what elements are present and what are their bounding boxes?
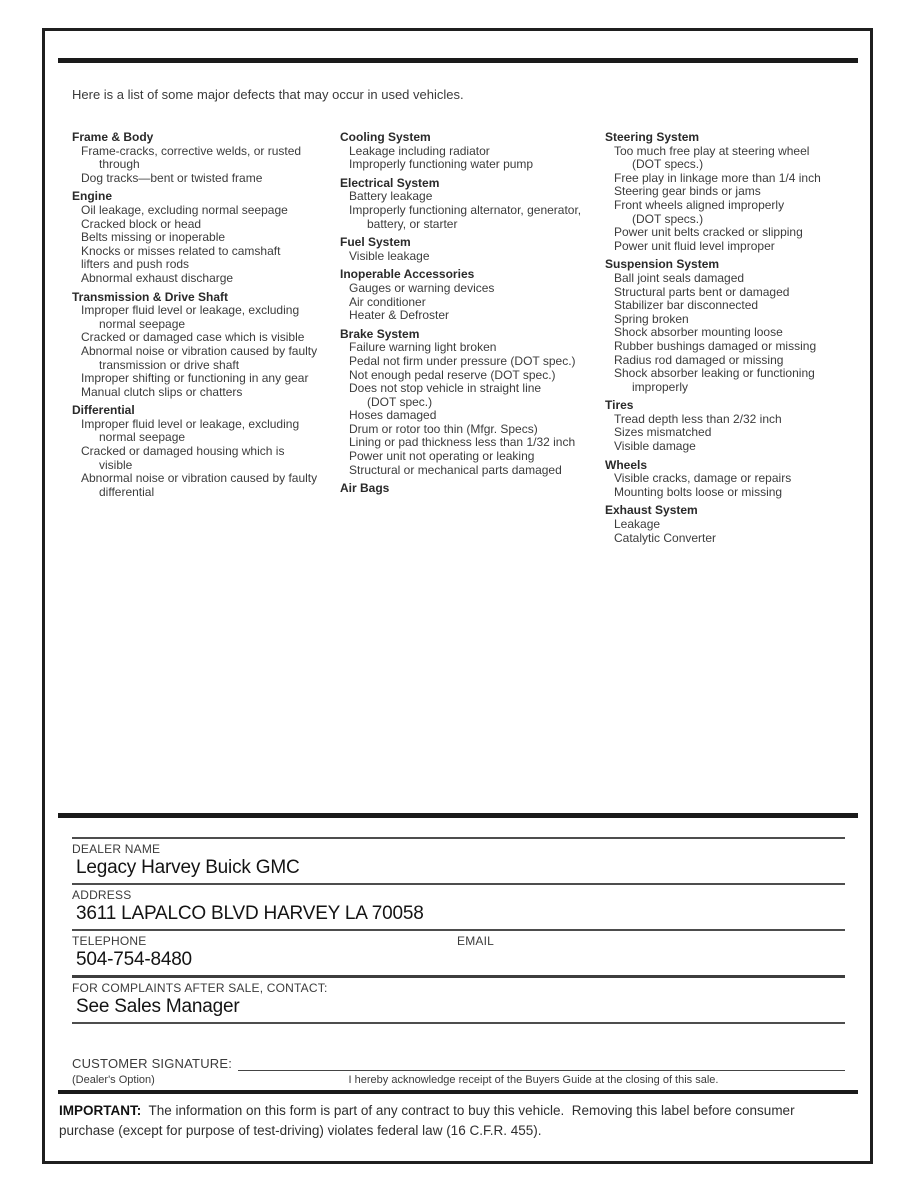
defect-item-line: Leakage including radiator xyxy=(349,143,490,158)
defect-category-title: Inoperable Accessories xyxy=(340,267,475,282)
defect-item-line: Visible leakage xyxy=(349,248,430,263)
telephone-value: 504-754-8480 xyxy=(76,949,192,970)
important-text: The information on this form is part of any contract to buy this vehicle. Removing this label before consumer purchase (except for purpose of test-driving) violates federal law (16 C.F.R. 455). xyxy=(59,1103,799,1138)
defect-item-line: Sizes mismatched xyxy=(614,425,712,440)
defect-category-title: Transmission & Drive Shaft xyxy=(72,289,229,304)
dealer-info-form xyxy=(72,837,845,1086)
defect-item-line: Abnormal noise or vibration caused by faulty xyxy=(81,471,318,486)
dealer-name-label: DEALER NAME xyxy=(72,842,161,856)
email-label: EMAIL xyxy=(457,934,495,948)
defect-item-line: Failure warning light broken xyxy=(349,340,497,355)
acknowledgement-text: I hereby acknowledge receipt of the Buyers Guide at the closing of this sale. xyxy=(348,1074,719,1086)
defect-item-line: differential xyxy=(99,484,155,499)
defect-item-line: Structural or mechanical parts damaged xyxy=(349,462,562,477)
important-notice xyxy=(59,1101,851,1140)
address-value: 3611 LAPALCO BLVD HARVEY LA 70058 xyxy=(76,903,424,924)
defect-item-line: Cracked or damaged housing which is xyxy=(81,444,285,459)
defect-item-line: (DOT specs.) xyxy=(632,211,704,226)
defect-item-line: Shock absorber leaking or functioning xyxy=(614,366,815,381)
defect-item-line: Ball joint seals damaged xyxy=(614,270,745,285)
defect-item-line: (DOT spec.) xyxy=(367,394,433,409)
defect-item-line: Belts missing or inoperable xyxy=(81,230,226,245)
defect-item-line: Dog tracks—bent or twisted frame xyxy=(81,170,263,185)
defect-item-line: Rubber bushings damaged or missing xyxy=(614,338,817,353)
defect-item-line: Cracked or damaged case which is visible xyxy=(81,330,305,345)
defects-columns xyxy=(72,131,858,545)
defect-item-line: Hoses damaged xyxy=(349,408,437,423)
defect-item-line: Visible damage xyxy=(614,439,696,454)
defect-item-line: (DOT specs.) xyxy=(632,157,704,172)
customer-signature-block xyxy=(72,1056,845,1086)
defect-item-line: Visible cracks, damage or repairs xyxy=(614,471,792,486)
defect-item-line: improperly xyxy=(632,379,689,394)
defect-item-line: through xyxy=(99,157,140,172)
customer-signature-label: CUSTOMER SIGNATURE: xyxy=(72,1056,233,1071)
defect-item-line: Manual clutch slips or chatters xyxy=(81,384,243,399)
defect-item-line: Power unit belts cracked or slipping xyxy=(614,225,803,240)
address-label: ADDRESS xyxy=(72,888,132,902)
complaints-label: FOR COMPLAINTS AFTER SALE, CONTACT: xyxy=(72,981,328,995)
defect-item-line: Front wheels aligned improperly xyxy=(614,197,785,212)
defect-item-line: Stabilizer bar disconnected xyxy=(614,298,759,313)
defect-category-title: Suspension System xyxy=(605,257,720,272)
signature-line xyxy=(238,1057,845,1071)
defect-item-line: Mounting bolts loose or missing xyxy=(614,484,783,499)
defect-category-title: Exhaust System xyxy=(605,503,698,518)
defect-item-line: Radius rod damaged or missing xyxy=(614,352,784,367)
defect-category-title: Air Bags xyxy=(340,481,390,496)
defect-item-line: normal seepage xyxy=(99,316,186,331)
defect-item-line: Does not stop vehicle in straight line xyxy=(349,381,542,396)
defects-column-3 xyxy=(605,131,858,545)
defect-item-line: Gauges or warning devices xyxy=(349,280,495,295)
defects-column-1 xyxy=(72,131,340,545)
defect-item-line: Catalytic Converter xyxy=(614,530,717,545)
defect-item-line: visible xyxy=(99,457,133,472)
defect-item-line: lifters and push rods xyxy=(81,257,190,272)
defect-item-line: normal seepage xyxy=(99,430,186,445)
defect-category-title: Brake System xyxy=(340,326,420,341)
defect-item-line: Knocks or misses related to camshaft xyxy=(81,243,281,258)
defect-category-title: Tires xyxy=(605,398,634,413)
defect-item-line: Leakage xyxy=(614,517,661,532)
defect-item-line: Not enough pedal reserve (DOT spec.) xyxy=(349,367,556,382)
field-separator xyxy=(72,1022,845,1024)
complaints-value: See Sales Manager xyxy=(76,996,240,1017)
important-label: IMPORTANT: xyxy=(59,1103,142,1118)
defect-item-line: Spring broken xyxy=(614,311,689,326)
defect-category-title: Frame & Body xyxy=(72,130,154,144)
defect-item-line: Cracked block or head xyxy=(81,216,202,231)
important-divider-rule xyxy=(58,1090,858,1094)
defect-item-line: Abnormal noise or vibration caused by faulty xyxy=(81,343,318,358)
defect-item-line: battery, or starter xyxy=(367,216,458,231)
defect-item-line: Heater & Defroster xyxy=(349,308,450,323)
defect-item-line: Steering gear binds or jams xyxy=(614,184,761,199)
defect-item-line: Tread depth less than 2/32 inch xyxy=(614,411,782,426)
defect-item-line: Free play in linkage more than 1/4 inch xyxy=(614,170,821,185)
defect-item-line: Frame-cracks, corrective welds, or rusted xyxy=(81,143,302,158)
defect-item-line: Too much free play at steering wheel xyxy=(614,143,810,158)
defect-item-line: Oil leakage, excluding normal seepage xyxy=(81,202,288,217)
defects-column-2 xyxy=(340,131,605,545)
defect-item-line: Abnormal exhaust discharge xyxy=(81,270,234,285)
field-separator xyxy=(72,883,845,885)
defect-item-line: Shock absorber mounting loose xyxy=(614,325,783,340)
defect-category-title: Wheels xyxy=(605,457,648,472)
telephone-email-row xyxy=(72,931,845,948)
defects-intro-text: Here is a list of some major defects that may occur in used vehicles. xyxy=(72,87,464,102)
defect-item-line: Structural parts bent or damaged xyxy=(614,284,790,299)
buyers-guide-back-page xyxy=(42,28,873,1164)
defect-item-line: Power unit not operating or leaking xyxy=(349,449,535,464)
top-divider-rule xyxy=(58,58,858,63)
defect-item-line: transmission or drive shaft xyxy=(99,357,240,372)
defect-item-line: Improper fluid level or leakage, excluding xyxy=(81,416,300,431)
field-separator xyxy=(72,975,845,978)
defect-item-line: Power unit fluid level improper xyxy=(614,238,775,253)
defect-item-line: Air conditioner xyxy=(349,294,426,309)
defect-item-line: Improper shifting or functioning in any gear xyxy=(81,371,309,386)
field-separator xyxy=(72,837,845,839)
defect-item-line: Improper fluid level or leakage, excluding xyxy=(81,303,300,318)
telephone-label: TELEPHONE xyxy=(72,934,147,948)
dealer-section-divider-rule xyxy=(58,813,858,818)
defect-category-title: Cooling System xyxy=(340,130,431,144)
defect-item-line: Battery leakage xyxy=(349,189,433,204)
defect-item-line: Improperly functioning water pump xyxy=(349,157,534,172)
defect-category-title: Differential xyxy=(72,403,135,418)
dealer-name-value: Legacy Harvey Buick GMC xyxy=(76,857,300,878)
defect-category-title: Steering System xyxy=(605,130,700,144)
defect-item-line: Pedal not firm under pressure (DOT spec.) xyxy=(349,353,576,368)
defect-category-title: Fuel System xyxy=(340,235,411,250)
defect-item-line: Lining or pad thickness less than 1/32 inch xyxy=(349,435,576,450)
dealers-option-label: (Dealer's Option) xyxy=(72,1074,155,1086)
defect-category-title: Electrical System xyxy=(340,175,440,190)
defect-item-line: Improperly functioning alternator, generator, xyxy=(349,202,582,217)
defect-category-title: Engine xyxy=(72,189,113,204)
defect-item-line: Drum or rotor too thin (Mfgr. Specs) xyxy=(349,421,538,436)
